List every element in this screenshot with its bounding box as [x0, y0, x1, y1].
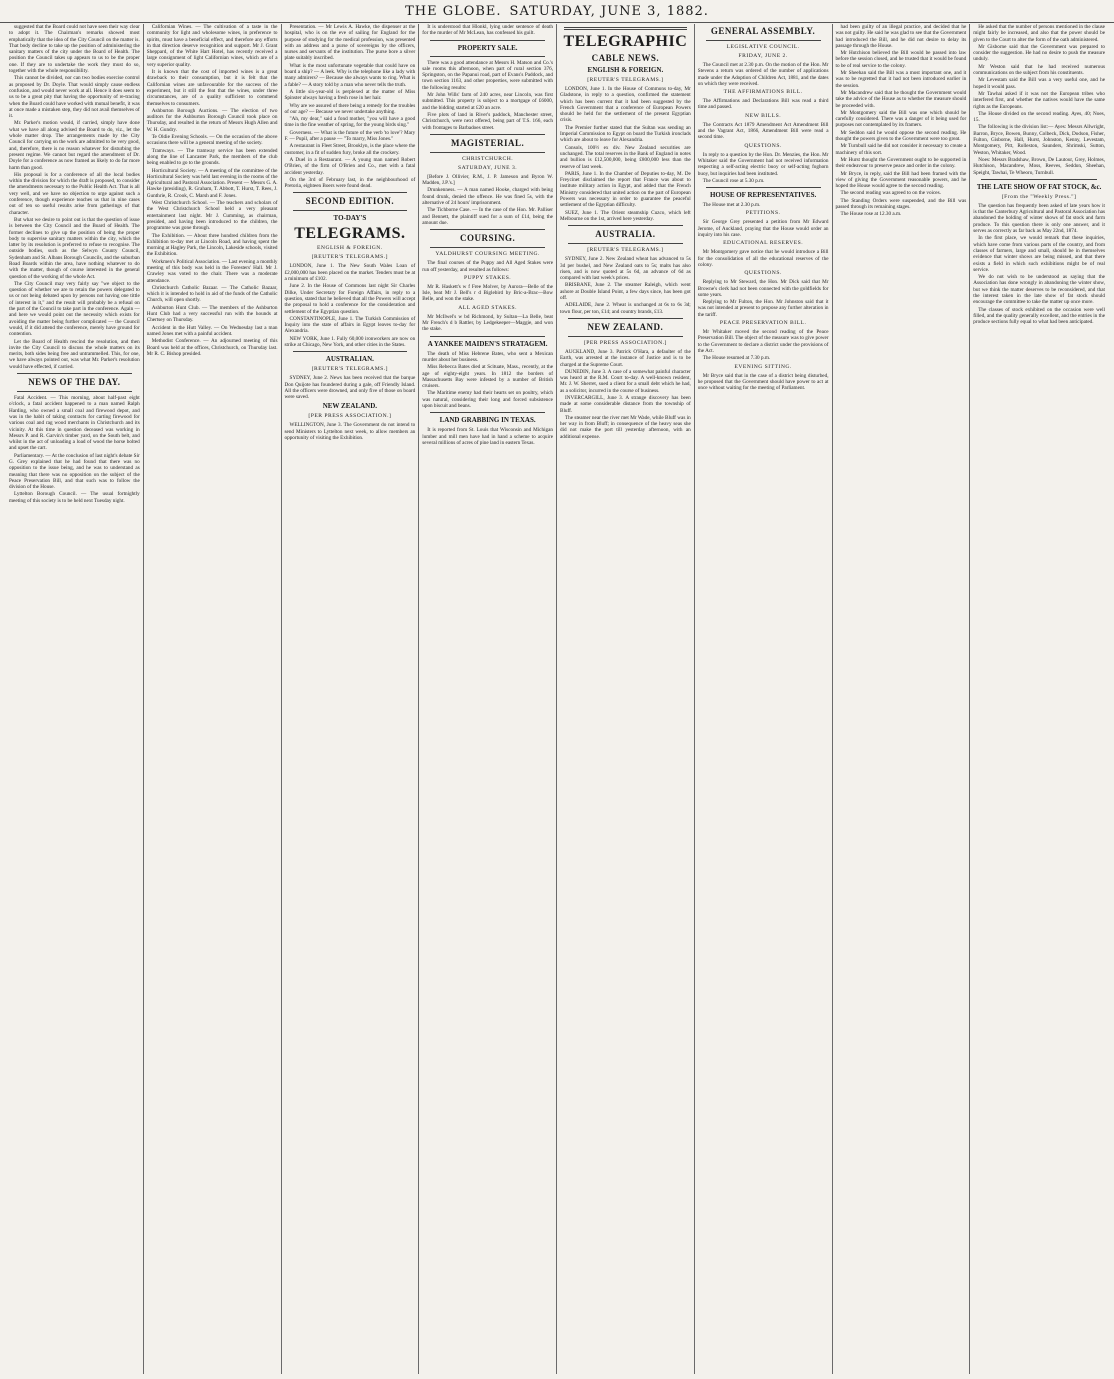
divider: [430, 40, 545, 41]
article-paragraph: PARIS, June 1. In the Chamber of Deputies to-day, M. De Freycinet disclaimed the report that France was about to institute military action in Egypt, and added that the French Ministry considered that united action on the part of European Powers was necessary in order to guarantee the peaceful settlement of the Egyptian difficulty.: [560, 170, 691, 209]
article-paragraph: suggested that the Board could not have seen their way clear to adopt it. The Chairman's remarks showed most emphatically that the idea of the City Council on the matter is. That body decline to take up the position of administering the sanitary matters of the city under the Board of Health. The position the Council takes up appears to us to be the proper one. If they are to undertake the work they must do so, together with the whole responsibility.: [9, 24, 140, 75]
article-paragraph: His proposal is for a conference of all the local bodies within the division for which the draft is proposed, to consider the amendments necessary to the Public Health Act. That is all very well, and we have no objection to urge against such a conference, though experience teaches us that in nine cases out of ten so useful results arise from gatherings of that character.: [9, 171, 140, 216]
article-paragraph: Accident in the Hutt Valley. — On Wednesday last a man named Jones met with a painful accident.: [146, 324, 278, 337]
section-heading: FRIDAY, JUNE 2.: [738, 53, 788, 59]
article-paragraph: SUEZ, June 1. The Orient steamship Cuzco, which left Melbourne on the 1st, arrived here yesterday.: [560, 209, 691, 222]
article-paragraph: BRISBANE, June 2. The steamer Raleigh, which went ashore at Double Island Point, a few days since, has been got off.: [560, 282, 691, 302]
divider: [430, 336, 545, 337]
article-paragraph: This cannot be divided, nor can two bodies exercise control as proposed by Dr. Doyle. That would simply cause endless confusion, and would never work at all. Hence it does seem to us to be a great pity that having the opportunity of re-tracing when the Board could have worked with mutual benefit, it was at once made a mistaken step, they did not avail themselves of it.: [9, 75, 140, 120]
article-paragraph: The Contracts Act 1879 Amendment Act Amendment Bill and the Vagrant Act, 1866, Amendment Bill were read a second time.: [697, 121, 829, 141]
article-paragraph: The House met at 2.30 p.m.: [702, 202, 761, 209]
article-paragraph: There was a good attendance at Messrs H. Matson and Co.'s sale rooms this afternoon, when part of rural section 376, Springston, on the Papanui road, part of Evans's Paddock, and town section 1163, and other properties, were submitted with the following results:: [422, 59, 553, 91]
section-heading: CHRISTCHURCH.: [462, 155, 514, 162]
article-paragraph: Miss Rebecca Bates died at Scituate, Mass., recently, at the age of eighty-eight years. In 1812 the borders of Massachusetts Bay were infested by a number of British cruisers.: [422, 364, 553, 390]
article-paragraph: The steamer near the river met Mr Wade, while Bluff was in her way in from Bluff; in consequence of the heavy seas she did not make the port till yesterday afternoon, with an additional expense.: [560, 414, 691, 440]
article-paragraph: Sir George Grey presented a petition from Mr Edward Jerome, of Auckland, praying that the House would order an inquiry into his case.: [697, 219, 829, 239]
section-heading: [REUTER'S TELEGRAMS.]: [311, 366, 389, 373]
column-7: [833, 24, 971, 1374]
article-paragraph: Consols, 100½ ex div. New Zealand securities are unchanged. The total reserves in the Bank of England in notes and bullion is £12,500,000, being £800,000 less than the reserve of last week.: [560, 144, 691, 170]
article-paragraph: In the first place, we would remark that these inquiries, which have come from various parts of the country, and from classes of farmers, large and small, should be in themselves evidence that winter shows are being missed, and that there exists a field in which such exhibitions might be of real service.: [973, 235, 1105, 273]
article-paragraph: Mr McIlwel's w bd Richmond, by Sultan—La Belle, beat Mr French's d b Rattler, by Ledgekeeper—Maggie, and won the stake.: [422, 313, 553, 333]
article-paragraph: The Council rose at 5.30 p.m.: [702, 177, 765, 184]
section-heading: TELEGRAPHIC: [563, 33, 688, 50]
divider: [293, 210, 408, 211]
section-heading: ALL AGED STAKES.: [458, 304, 518, 311]
divider: [430, 412, 545, 413]
section-heading: HOUSE OF REPRESENTATIVES.: [709, 191, 817, 200]
section-heading: SATURDAY, JUNE 3.: [458, 164, 518, 171]
paper-name: THE GLOBE.: [405, 3, 502, 19]
article-paragraph: Replying to Mr Fulton, the Hon. Mr Johnston said that it was not intended at present to propose any further alteration in the tariff.: [697, 299, 829, 318]
article-paragraph: The following is the division list:— Ayes: Messrs Allwright, Barron, Bryce, Bowen, Bunny, Colbeck, Dick, Dodson, Fisher, Fulton, Gisborne, Hall, Hurst, Johnston, Kenny, Levestam, Montgomery, Pitt, Rolleston, Saunders, Shrimski, Sutton, Weston, Whitaker, Wood.: [973, 124, 1105, 156]
column-4: [419, 24, 557, 1374]
article-paragraph: ADELAIDE, June 2. Wheat is unchanged at 6s to 6s 3d; town flour, per ton, £14; and country brands, £13.: [560, 302, 691, 315]
divider: [568, 243, 683, 244]
divider: [706, 187, 821, 188]
column-3: [282, 24, 420, 1374]
section-heading: GENERAL ASSEMBLY.: [710, 26, 816, 36]
article-paragraph: Mr Sheehan said the Bill was a most important one, and it was to be regretted that it had not been introduced earlier in the session.: [835, 70, 967, 89]
columns-container: [6, 24, 1108, 1374]
section-heading: NEW BILLS.: [745, 112, 782, 119]
section-heading: THE LATE SHOW OF FAT STOCK, &c.: [976, 182, 1102, 191]
section-heading: ENGLISH & FOREIGN.: [587, 66, 664, 74]
article-paragraph: Presentation. — Mr Lewis A. Hawke, the dispenser at the hospital, who is on the eve of sailing for England for the purpose of studying for the medical profession, was presented with an address and a purse of sovereigns by the officers, nurses and servants of the institution. The purse bore a silver plate suitably inscribed.: [284, 24, 416, 62]
article-paragraph: It is reported from St. Louis that Wisconsin and Michigan lumber and mill men have had in hand a scheme to acquire several millions of acres of pine land in eastern Texas.: [422, 427, 553, 446]
divider: [430, 229, 545, 230]
article-paragraph: West Christchurch School. — The teachers and scholars of the West Christchurch School held a very pleasant entertainment last night. Mr J. Cumming, as chairman, presided, and having been introduced to the children, the programme was gone through.: [146, 200, 278, 232]
article-paragraph: Mr R. Haskett's w f Free Molver, by Aurora—Belle of the Isle, beat Mr J. Bell's r d Biglebird by Bric-a-Brac—Bow Belle, and won the stake.: [422, 283, 553, 303]
divider: [17, 391, 132, 392]
article-paragraph: Noes: Messrs Bradshaw, Brown, De Lautour, Grey, Holmes, Hutchison, Macandrew, Moss, Reeves, Seddon, Sheehan, Speight, Tawhai, Te Wheoro, Turnbull.: [973, 156, 1105, 176]
section-heading: ENGLISH & FOREIGN.: [317, 245, 383, 252]
article-paragraph: It is understood that Hlonkl, lying under sentence of death for the murder of Mr McLean, has confessed his guilt.: [422, 24, 553, 37]
article-paragraph: Why are we assured of there being a remedy for the troubles of our age? — Because we never undertake anything.: [284, 102, 416, 115]
article-paragraph: June 2. In the House of Commons last night Sir Charles Dilke, Under Secretary for Foreign Affairs, in reply to a question, stated that he believed that all the Powers will accept the proposal to hold a conference for the consideration and settlement of the Egyptian question.: [284, 283, 416, 315]
masthead: [0, 0, 1114, 23]
article-paragraph: It is known that the cost of imported wines is a great drawback to their consumption, but it is felt that the Californian wines are unfavourable for the success of the experiment, but it still the feat that the wines, under three circumstances, are of a quality sufficient to commend themselves to consumers.: [146, 69, 278, 107]
section-heading: QUESTIONS.: [744, 142, 782, 149]
article-paragraph: [Before J. Ollivier, R.M., J. P. Jameson and Byron W. Madden, J.P.'s.]: [422, 173, 553, 187]
article-paragraph: A restaurant in Fleet Street, Brooklyn, is the place where the customer, in a fit of sudden fury, broke all the crockery.: [284, 143, 416, 156]
divider: [293, 351, 408, 352]
article-paragraph: Parliamentary. — At the conclusion of last night's debate Sir G. Grey explained that he had found that there was no opposition to the issue being, and he was to understand as meaning that there was no opposition on the subject of the Peace Preservation Bill, and that such was to follow the division of the House.: [9, 452, 140, 491]
article-paragraph: The final courses of the Puppy and All Aged Stakes were run off yesterday, and resulted as follows:: [422, 260, 553, 273]
article-paragraph: He asked that the number of persons mentioned in the clause might fairly be increased, and also that the power should be given to the Court to alter the form of the oath administered.: [973, 24, 1105, 43]
article-paragraph: The Tichborne Case. — In the case of the Hon. Mr. Palliser and Bennett, the plaintiff sued for a sum of £14, being the amount due.: [422, 207, 553, 226]
section-heading: [PER PRESS ASSOCIATION.]: [583, 339, 667, 346]
section-heading: AUSTRALIA.: [595, 229, 656, 240]
article-paragraph: Mr Bryce, in reply, said the Bill had been framed with the view of giving the Government reasonable powers, and he hoped the House would agree to the second reading.: [835, 170, 967, 190]
article-paragraph: Te Oldie Evening Schools. — On the occasion of the above occasions there will be a general meeting of the society.: [146, 134, 278, 147]
article-paragraph: The Affirmations and Declarations Bill was read a third time and passed.: [697, 98, 829, 111]
divider: [564, 27, 687, 30]
article-paragraph: The House divided on the second reading. Ayes, 40; Noes, 15.: [973, 110, 1105, 124]
article-paragraph: Let the Board of Health rescind the resolution, and then invite the City Council to discuss the whole matters on its merits, both sides being free and untrammelled. This, for one, we have always pointed out, was what Mr. Parker's resolution would have effected, if carried.: [9, 338, 140, 370]
section-heading: LAND GRABBING IN TEXAS.: [439, 416, 536, 425]
article-paragraph: Mr Weston said that he had received numerous communications on the subject from his constituents.: [973, 63, 1105, 77]
article-paragraph: But what we desire to point out is that the question of issue is between the City Council and the Board of Health. The former declines to give up the position of being the proper body to supervise sanitary matters within the city, which the latter by its resolution is preferred to refuse to recognise. The outside bodies, such as the Selwyn County Council, Sydenham and St. Albans Borough Councils, and the suburban Road Boards within the area, have nothing whatever to do with the matter, though of course interested in the general question of the working of the whole Act.: [9, 216, 140, 280]
column-8: [970, 24, 1108, 1374]
article-paragraph: LONDON, June 1. In the House of Commons to-day, Mr Gladstone, in reply to a question, confirmed the statement which has been current that it had been suggested by the French Government that a conference of European Powers should be held for the settlement of the present Egyptian crisis.: [560, 86, 691, 124]
section-heading: LEGISLATIVE COUNCIL.: [726, 44, 800, 50]
section-heading: PROPERTY SALE.: [457, 43, 518, 52]
section-heading: [From the "Weekly Press."]: [1001, 193, 1077, 200]
section-heading: COURSING.: [459, 233, 516, 244]
divider: [568, 225, 683, 226]
article-paragraph: Mr Gisborne said that the Government was prepared to consider the suggestion. He had no desire to push the measure unduly.: [973, 43, 1105, 63]
column-6: [695, 24, 833, 1374]
article-paragraph: Lyttelton Borough Council. — The usual fortnightly meeting of this society is to be held next Tuesday night.: [9, 491, 140, 504]
article-paragraph: Mr Montgomery gave notice that he would introduce a Bill for the consolidation of all the educational reserves of the colony.: [697, 249, 829, 268]
article-paragraph: Five plots of land in River's paddock, Manchester street, Christchurch, were next offered, being part of T.S. 166, each with frontages to Barbadoes street.: [422, 111, 553, 131]
article-paragraph: Mr Levestam said the Bill was a very useful one, and he hoped it would pass.: [973, 77, 1105, 90]
article-paragraph: The House rose at 12.30 a.m.: [840, 211, 902, 218]
article-paragraph: We do not wish to be understood as saying that the Association has done wrongly in abandoning the winter show, but we think the matter deserves to be reconsidered, and that the interest taken in the late show of fat stock should encourage the committee to take the matter up once more.: [973, 274, 1105, 306]
section-heading: AUSTRALIAN.: [325, 355, 374, 364]
article-paragraph: Christchurch Catholic Bazaar. — The Catholic Bazaar, which it is intended to hold in aid of the funds of the Catholic Church, will open shortly.: [146, 284, 278, 304]
divider: [293, 192, 408, 193]
section-heading: A YANKEE MAIDEN'S STRATAGEM.: [427, 339, 548, 348]
column-2: [144, 24, 282, 1374]
article-paragraph: The second reading was agreed to on the voices.: [840, 190, 941, 197]
divider: [430, 56, 545, 57]
article-paragraph: The Premier further stated that the Sultan was sending an Imperial Commission to Egypt on board the Turkish ironclads which are about to leave for Alexandria.: [560, 124, 691, 144]
article-paragraph: On the 3rd of February last, in the neighbourhood of Pretoria, eighteen Boers were found dead.: [284, 176, 416, 190]
section-heading: TELEGRAMS.: [294, 225, 406, 243]
section-heading: NEW ZEALAND.: [322, 402, 378, 411]
article-paragraph: Mr. Parker's motion would, if carried, simply have done what we have all along advised the Board to do, viz., let the whole matter drop. The arrangements made by the City Council for carrying on the work are admitted to be very good, and, therefore, there is no reason whatever for disturbing the present regime. We cannot but regard the amendment of Dr. Doyle for a conference as now framed as likely to do far more harm than good.: [9, 120, 140, 171]
section-heading: CABLE NEWS.: [591, 53, 660, 63]
section-heading: MAGISTERIAL.: [450, 137, 525, 148]
divider: [981, 179, 1097, 180]
divider: [568, 318, 683, 319]
article-paragraph: NEW YORK, June 1. Fully 60,000 ironworkers are now on strike at Chicago, New York, and other cities in the States.: [284, 335, 416, 348]
article-paragraph: The death of Miss Hebrene Bates, who sent a Mexican murder about her business.: [422, 350, 553, 363]
article-paragraph: Mr Macandrew said that he thought the Government would take the advice of the House as to whether the measure should be proceeded with.: [835, 89, 967, 109]
divider: [706, 40, 821, 41]
article-paragraph: Mr Hurst thought the Government ought to be supported in their endeavour to preserve peace and order in the colony.: [835, 156, 967, 170]
divider: [430, 247, 545, 248]
article-paragraph: Tramways. — The tramway service has been extended along the line of Lancaster Park, the members of the club being enabled to go to the grounds.: [146, 147, 278, 167]
section-heading: PEACE PRESERVATION BILL.: [719, 320, 807, 327]
article-paragraph: A little six-year-old is perplexed at the matter of Miss Spinster always having a fresh rose in her hair.: [284, 88, 416, 102]
article-paragraph: The classes of stock exhibited on the occasion were well filled, and the quality generally excellent, and the entries in the produce sections fully equal to what had been anticipated.: [973, 306, 1105, 326]
article-paragraph: Mr Turnbull said he did not consider it necessary to create a machinery of this sort.: [835, 143, 967, 156]
article-paragraph: Mr Hutchison believed the Bill would be passed into law before the session closed, and he trusted that it would be found to be of real service to the colony.: [835, 50, 967, 69]
article-paragraph: The question has frequently been asked of late years how it is that the Canterbury Agricultural and Pastoral Association has abandoned the holding of winter shows of fat stock and farm produce. To this question there is only one answer, and it serves as correctly as far back as May 22nd, 1874.: [973, 202, 1105, 235]
section-heading: [PER PRESS ASSOCIATION.]: [308, 413, 392, 420]
section-heading: QUESTIONS.: [744, 270, 782, 277]
article-paragraph: SYDNEY, June 2. New Zealand wheat has advanced to 5s 3d per bushel, and New Zealand oats to 5s; malts has also risen, and is now quoted at 5s 6d, an advance of 6d as compared with last week's prices.: [560, 256, 691, 282]
article-paragraph: Replying to Mr Steward, the Hon. Mr Dick said that Mr Browne's clerk had not been connected with the goldfields for some years.: [697, 279, 829, 298]
issue-date: SATURDAY, JUNE 3, 1882.: [509, 3, 709, 19]
section-heading: YALDHURST COURSING MEETING.: [435, 251, 540, 258]
article-paragraph: Mr John Wills' farm of 240 acres, near Lincoln, was first submitted. This property is subject to a mortgage of £6000, and the bidding started at £20 an acre.: [422, 92, 553, 111]
divider: [430, 152, 545, 153]
article-paragraph: DUNEDIN, June 3. A case of a somewhat painful character was heard at the R.M. Court to-day. A well-known resident, Mr. J. W. Sherret, sued a client for a small debt which he had, as a solicitor, incurred in the course of business.: [560, 368, 691, 394]
article-paragraph: WELLINGTON, June 3. The Government do not intend to send Ministers to Lyttelton next week, to allow members an opportunity of visiting the Exhibition.: [284, 422, 416, 442]
article-paragraph: Ashburton Hunt Club. — The members of the Ashburton Hunt Club had a very successful run with the hounds at Chertsey on Thursday.: [146, 304, 278, 324]
section-heading: THE AFFIRMATIONS BILL.: [723, 89, 803, 96]
column-5: [557, 24, 695, 1374]
article-paragraph: The Council met at 2.30 p.m. On the motion of the Hon. Mr Stevens a return was ordered of the number of applications made under the Adoption of Children Act, 1881, and the dates on which they were received.: [697, 62, 829, 87]
article-paragraph: Mr Whitaker moved the second reading of the Peace Preservation Bill. The object of the measure was to give power to the Government to declare a district under the provisions of the Act.: [697, 329, 829, 354]
article-paragraph: Mr Tawhai asked if it was not the European tribes who interfered first, and whether the natives would have the same rights as the Europeans.: [973, 90, 1105, 110]
article-paragraph: INVERCARGILL, June 3. A strange discovery has been made at some considerable distance from the township of Bluff.: [560, 394, 691, 414]
section-heading: [REUTER'S TELEGRAMS.]: [587, 77, 664, 83]
section-heading: EVENING SITTING.: [734, 363, 792, 370]
section-heading: [REUTER'S TELEGRAMS.]: [587, 247, 664, 254]
article-paragraph: The Maritime enemy had their hearts set on poultry, which was natural, considering their long and forced subsistence upon biscuit and beans.: [422, 390, 553, 409]
article-paragraph: Methodist Conference. — An adjourned meeting of this Board was held at the offices, Christchurch, on Thursday last. Mr R. C. Bishop presided.: [146, 338, 278, 357]
article-paragraph: Ashburton Borough Auctions. — The election of two auditors for the Ashburton Borough Council took place on Thursday, and resulted in the return of Messrs Hugh Allen and W. H. Gundry.: [146, 107, 278, 133]
article-paragraph: LONDON, June 1. The New South Wales Loan of £2,000,000 has been placed on the market. Tenders must be at a minimum of £102.: [284, 263, 416, 283]
divider: [17, 373, 132, 374]
article-paragraph: Mr Seddon said he would oppose the second reading. He thought the powers given to the Government were too great.: [835, 129, 967, 143]
section-heading: EDUCATIONAL RESERVES.: [723, 240, 804, 247]
article-paragraph: Mr Montgomery said the Bill was one which should be carefully considered. There was a danger of it being used for purposes not contemplated by its framers.: [835, 109, 967, 129]
article-paragraph: Workmen's Political Association. — Last evening a monthly meeting of this body was held in the Foresters' Hall. Mr J. Crawley was voted to the chair. There was a moderate attendance.: [146, 258, 278, 284]
article-paragraph: What is the most unfortunate vegetable that could have on board a ship? — A leek. Why is the telephone like a lady with many admirers? — Because she always wants to ring. What is a fable? — A story told by a man who never tells the truth.: [284, 62, 416, 88]
article-paragraph: Drunkenness. — A man named Hooke, charged with being found drunk, denied the offence. He was fined 5s, with the alternative of 24 hours' imprisonment.: [422, 187, 553, 207]
article-paragraph: The House resumed at 7.30 p.m.: [702, 355, 771, 362]
section-heading: NEWS OF THE DAY.: [28, 377, 121, 388]
article-paragraph: In reply to a question by the Hon. Dr. Menzies, the Hon. Mr Whitaker said the Government had not received information respecting a self-acting electric buoy or self-acting foghorn buoy, but inquiries had been instituted.: [697, 151, 829, 177]
article-paragraph: The Standing Orders were suspended, and the Bill was passed through its remaining stages.: [835, 197, 967, 211]
article-paragraph: Governess. — What is the future of the verb 'to love'? Mary F. — Pupil, after a pause — "To marry, Miss Jones.": [284, 129, 416, 143]
section-heading: NEW ZEALAND.: [587, 321, 664, 332]
article-paragraph: A Duel in a Restaurant. — A young man named Robert O'Brien, of the firm of O'Brien and Co., met with a fatal accident yesterday.: [284, 156, 416, 176]
section-heading: PETITIONS.: [745, 210, 781, 217]
article-paragraph: The City Council may very fairly say "we object to the question of whether we are to retain the powers delegated to us or not being debated upon by persons not having one tittle of interest in it," and the result will probably be a refusal on the part of the Council to take part in the conference. Again — and here we would point out the necessity which exists for avoiding the matter being further complicated — the Council would, if it did attend the conference, merely have ground for contention.: [9, 280, 140, 338]
article-paragraph: Horticultural Society. — A meeting of the committee of the Horticultural Society was held last evening in the rooms of the Agricultural and Pastoral Association. Present — Messrs G. A. Hawke (presiding), R. Graham, T. Abbott, T. Hurst, T. Rees, J. Gunthrie, R. Crook, C. Marsh and F. Jones.: [146, 167, 278, 199]
article-paragraph: The Exhibition. — About three hundred children from the Exhibition to-day met at Lincoln Road, and having spent the morning at Hagley Park, the Lincoln, Lakeside schools, visited the Exhibition.: [146, 232, 278, 258]
article-paragraph: Californian Wines. — The cultivation of a taste in the community for light and wholesome wines, in preference to spirits, must have a beneficial effect, and therefore any efforts in that direction deserve recognition and support. Mr J. Grant Sheppard, of the White Hart Hotel, has recently received a large consignment of light Californian wines, which are of a very superior quality.: [146, 24, 278, 68]
section-heading: TO-DAY'S: [333, 214, 367, 223]
divider: [430, 134, 545, 135]
article-paragraph: "Ah, my dear," said a fond mother, "you will have a good time in the fine weather of spring, for the young birds sing.": [284, 116, 416, 129]
article-paragraph: SYDNEY, June 2. News has been received that the barque Don Quijote has foundered during a gale, off Friendly Island. All the officers were drowned, and only five of those on board were saved.: [284, 375, 416, 401]
article-paragraph: AUCKLAND, June 3. Patrick O'Hara, a defaulter of the Earth, was arrested at the instance of Justice and is to be charged at the Supreme Court.: [560, 348, 691, 368]
divider: [568, 336, 683, 337]
section-heading: SECOND EDITION.: [305, 196, 395, 207]
section-heading: [REUTER'S TELEGRAMS.]: [311, 254, 389, 261]
column-1: [6, 24, 144, 1374]
article-paragraph: Fatal Accident. — This morning, about half-past eight o'clock, a fatal accident happened to a man named Ralph Harding, who owned a small coal and firewood depot, and was in the habit of taking contracts for carting firewood for various coal and rag wood merchants in Christchurch and its vicinity. At this time in question deceased was working in Messrs P. and R. Garvin's timber yard, on the South belt, and whilst in the act of unloading a load of wood the horse bolted and upset the cart.: [9, 395, 140, 452]
article-paragraph: CONSTANTINOPLE, June 1. The Turkish Commission of Inquiry into the state of affairs in Egypt leaves to-day for Alexandria.: [284, 315, 416, 335]
article-paragraph: had been guilty of an illegal practice, and decided that he was not guilty. He said he was glad to see that the Government had introduced the Bill, and he did not desire to delay its passage through the House.: [835, 24, 967, 49]
article-paragraph: Mr Bryce said that in the case of a district being disturbed, he proposed that the Government should have power to act at once without waiting for the meeting of Parliament.: [697, 372, 829, 392]
section-heading: PUPPY STAKES.: [464, 274, 512, 281]
